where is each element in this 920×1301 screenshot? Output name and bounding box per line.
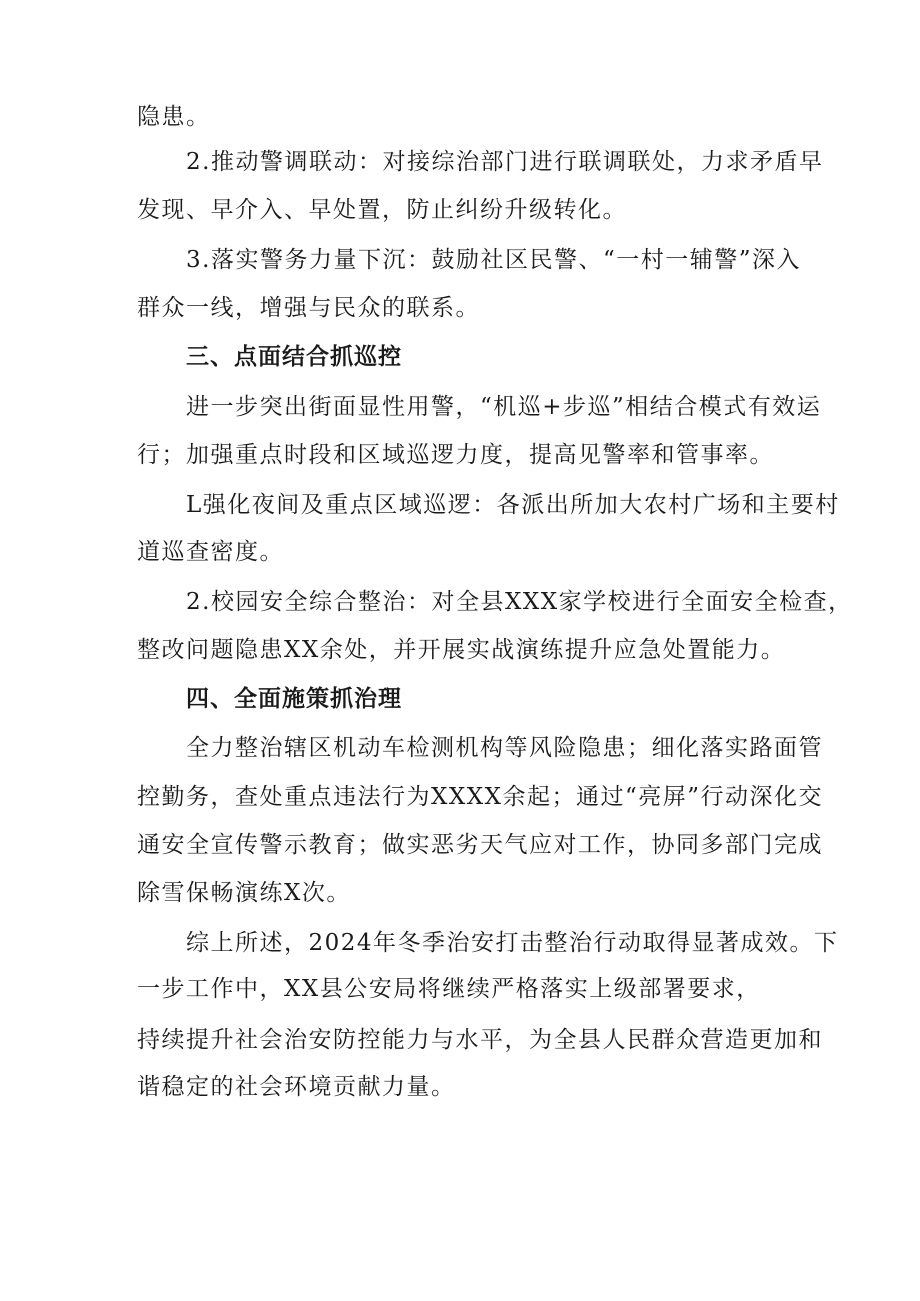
text-line: 道巡查密度。 xyxy=(137,539,284,565)
text-line: 控勤务，查处重点违法行为XXXX余起；通过“亮屏”行动深化交 xyxy=(137,784,824,810)
text-line: 全力整治辖区机动车检测机构等风险隐患；细化落实路面管 xyxy=(186,735,823,761)
text-line: 隐患。 xyxy=(137,104,211,130)
section-heading: 三、点面结合抓巡控 xyxy=(186,344,402,370)
section-heading: 四、全面施策抓治理 xyxy=(186,686,402,712)
text-line: 进一步突出街面显性用警，“机巡+步巡”相结合模式有效运 xyxy=(186,394,822,420)
text-line: L强化夜间及重点区域巡逻：各派出所加大农村广场和主要村 xyxy=(186,492,840,518)
text-line: 整改问题隐患XX余处，并开展实战演练提升应急处置能力。 xyxy=(137,637,786,663)
text-line: 除雪保畅演练X次。 xyxy=(137,880,351,906)
text-line: 行；加强重点时段和区域巡逻力度，提高见警率和管事率。 xyxy=(137,442,774,468)
text-line: 群众一线，增强与民众的联系。 xyxy=(137,295,480,321)
text-line: 2.推动警调联动：对接综治部门进行联调联处，力求矛盾早 xyxy=(186,149,824,175)
text-line: 综上所述，2024年冬季治安打击整治行动取得显著成效。下 xyxy=(186,930,839,956)
text-line: 谐稳定的社会环境贡献力量。 xyxy=(137,1074,456,1100)
text-line: 通安全宣传警示教育；做实恶劣天气应对工作，协同多部门完成 xyxy=(137,832,823,858)
text-line: 3.落实警务力量下沉：鼓励社区民警、“一村一辅警”深入 xyxy=(186,247,801,273)
text-line: 持续提升社会治安防控能力与水平，为全县人民群众营造更加和 xyxy=(137,1027,823,1053)
text-line: 2.校园安全综合整治：对全县XXX家学校进行全面安全检查， xyxy=(186,589,853,615)
text-line: 发现、早介入、早处置，防止纠纷升级转化。 xyxy=(137,197,627,223)
text-line: 一步工作中，XX县公安局将继续严格落实上级部署要求， xyxy=(137,976,761,1002)
